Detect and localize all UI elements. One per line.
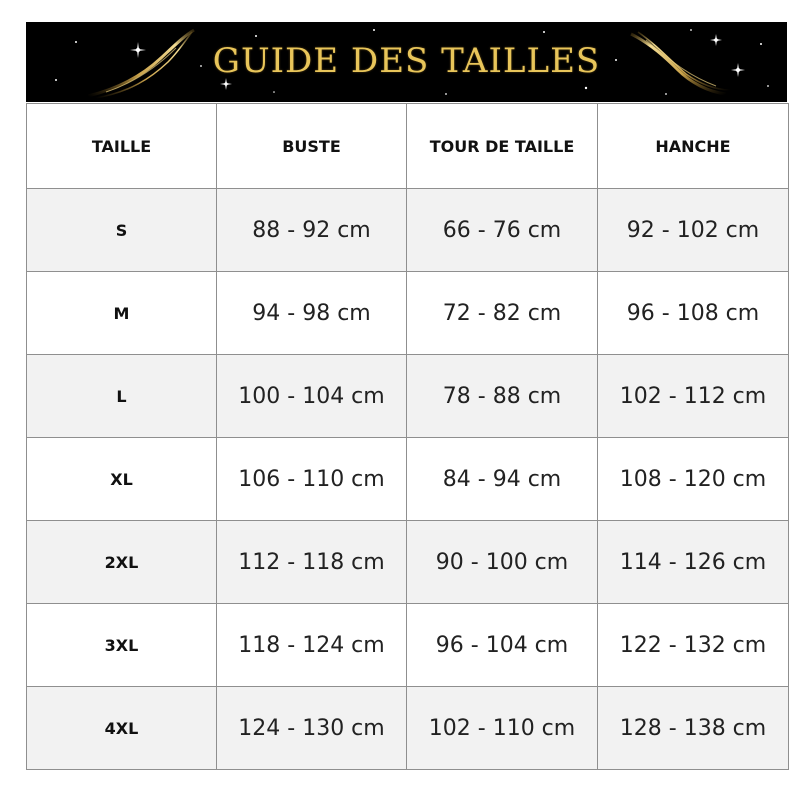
waist-cell: 72 - 82 cm bbox=[407, 272, 598, 355]
table-row bbox=[27, 189, 789, 272]
table-header-row bbox=[27, 104, 789, 189]
bust-cell: 112 - 118 cm bbox=[217, 521, 407, 604]
column-header-hip: HANCHE bbox=[598, 104, 789, 189]
size-guide-table bbox=[26, 103, 789, 770]
size-cell: 4XL bbox=[27, 687, 217, 770]
size-cell: 2XL bbox=[27, 521, 217, 604]
hip-cell: 128 - 138 cm bbox=[598, 687, 789, 770]
bust-cell: 94 - 98 cm bbox=[217, 272, 407, 355]
title-banner bbox=[26, 22, 787, 102]
waist-cell: 90 - 100 cm bbox=[407, 521, 598, 604]
bust-cell: 88 - 92 cm bbox=[217, 189, 407, 272]
table-row bbox=[27, 438, 789, 521]
table-row bbox=[27, 355, 789, 438]
size-cell: M bbox=[27, 272, 217, 355]
bust-cell: 124 - 130 cm bbox=[217, 687, 407, 770]
waist-cell: 78 - 88 cm bbox=[407, 355, 598, 438]
table-row bbox=[27, 521, 789, 604]
hip-cell: 92 - 102 cm bbox=[598, 189, 789, 272]
column-header-waist: TOUR DE TAILLE bbox=[407, 104, 598, 189]
size-cell: L bbox=[27, 355, 217, 438]
size-cell: XL bbox=[27, 438, 217, 521]
waist-cell: 66 - 76 cm bbox=[407, 189, 598, 272]
hip-cell: 108 - 120 cm bbox=[598, 438, 789, 521]
waist-cell: 84 - 94 cm bbox=[407, 438, 598, 521]
column-header-bust: BUSTE bbox=[217, 104, 407, 189]
bust-cell: 106 - 110 cm bbox=[217, 438, 407, 521]
table-row bbox=[27, 687, 789, 770]
table-row bbox=[27, 272, 789, 355]
bust-cell: 100 - 104 cm bbox=[217, 355, 407, 438]
hip-cell: 102 - 112 cm bbox=[598, 355, 789, 438]
bust-cell: 118 - 124 cm bbox=[217, 604, 407, 687]
hip-cell: 122 - 132 cm bbox=[598, 604, 789, 687]
waist-cell: 96 - 104 cm bbox=[407, 604, 598, 687]
page-title: GUIDE DES TAILLES bbox=[212, 41, 601, 81]
hip-cell: 114 - 126 cm bbox=[598, 521, 789, 604]
hip-cell: 96 - 108 cm bbox=[598, 272, 789, 355]
column-header-size: TAILLE bbox=[27, 104, 217, 189]
size-cell: 3XL bbox=[27, 604, 217, 687]
table-row bbox=[27, 604, 789, 687]
size-cell: S bbox=[27, 189, 217, 272]
waist-cell: 102 - 110 cm bbox=[407, 687, 598, 770]
